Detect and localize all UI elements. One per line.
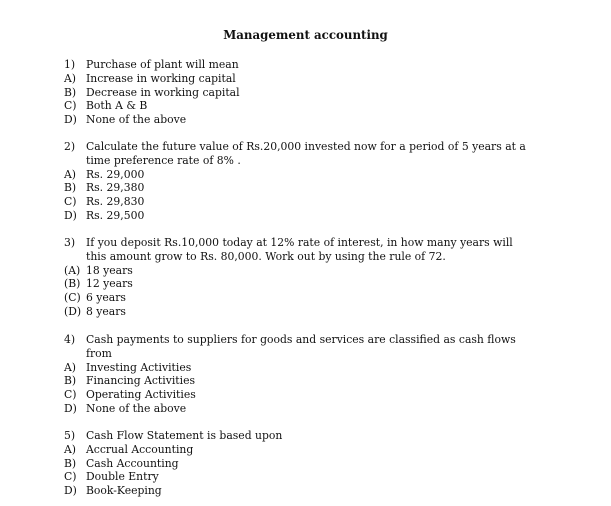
question-text: Cash Flow Statement is based upon: [86, 429, 283, 442]
option-label: A): [64, 71, 77, 85]
option-label: A): [64, 442, 77, 456]
question-text: Cash payments to suppliers for goods and services are classified as cash flows: [86, 333, 516, 346]
question-text: time preference rate of 8% .: [86, 153, 241, 167]
question-number: 2): [64, 140, 76, 153]
option-label: C): [64, 388, 77, 402]
document-title: Management accounting: [223, 28, 388, 42]
option-text: None of the above: [86, 401, 187, 415]
option-label: B): [64, 456, 77, 470]
option-text: Rs. 29,500: [86, 208, 145, 222]
option-label: A): [64, 167, 77, 181]
option-text: 18 years: [86, 263, 133, 277]
option-text: 8 years: [86, 304, 126, 318]
option-label: C): [64, 195, 77, 209]
option-text: Both A & B: [86, 99, 148, 113]
question-text: Calculate the future value of Rs.20,000 invested now for a period of 5 years at a: [86, 140, 526, 153]
option-text: None of the above: [86, 113, 187, 127]
question-number: 1): [64, 58, 76, 71]
option-label: (A): [64, 263, 81, 277]
option-label: B): [64, 85, 77, 99]
question-text: this amount grow to Rs. 80,000. Work out by using the rule of 72.: [86, 249, 446, 263]
option-label: (C): [64, 291, 81, 305]
option-label: D): [64, 401, 77, 415]
option-text: Rs. 29,000: [86, 167, 145, 181]
option-label: (D): [64, 304, 82, 318]
question-text: Purchase of plant will mean: [86, 58, 239, 71]
option-label: C): [64, 99, 77, 113]
option-label: B): [64, 374, 77, 388]
question-text: from: [86, 346, 112, 360]
question-number: 4): [64, 333, 76, 346]
option-text: Financing Activities: [86, 374, 195, 388]
option-text: Book-Keeping: [86, 484, 162, 498]
option-label: D): [64, 484, 77, 498]
option-text: Decrease in working capital: [86, 85, 240, 99]
option-label: D): [64, 113, 77, 127]
question-text: If you deposit Rs.10,000 today at 12% rate of interest, in how many years will: [86, 236, 513, 249]
option-label: (B): [64, 277, 81, 291]
option-label: A): [64, 360, 77, 374]
option-label: D): [64, 208, 77, 222]
option-text: 6 years: [86, 291, 126, 305]
option-label: C): [64, 470, 77, 484]
question-number: 5): [64, 429, 76, 442]
option-text: Rs. 29,830: [86, 195, 145, 209]
option-text: Investing Activities: [86, 360, 192, 374]
option-text: 12 years: [86, 277, 133, 291]
option-text: Double Entry: [86, 470, 159, 484]
question-number: 3): [64, 236, 76, 249]
option-text: Cash Accounting: [86, 456, 179, 470]
option-text: Operating Activities: [86, 388, 196, 402]
option-text: Accrual Accounting: [86, 442, 194, 456]
option-label: B): [64, 181, 77, 195]
option-text: Increase in working capital: [86, 71, 236, 85]
option-text: Rs. 29,380: [86, 181, 145, 195]
